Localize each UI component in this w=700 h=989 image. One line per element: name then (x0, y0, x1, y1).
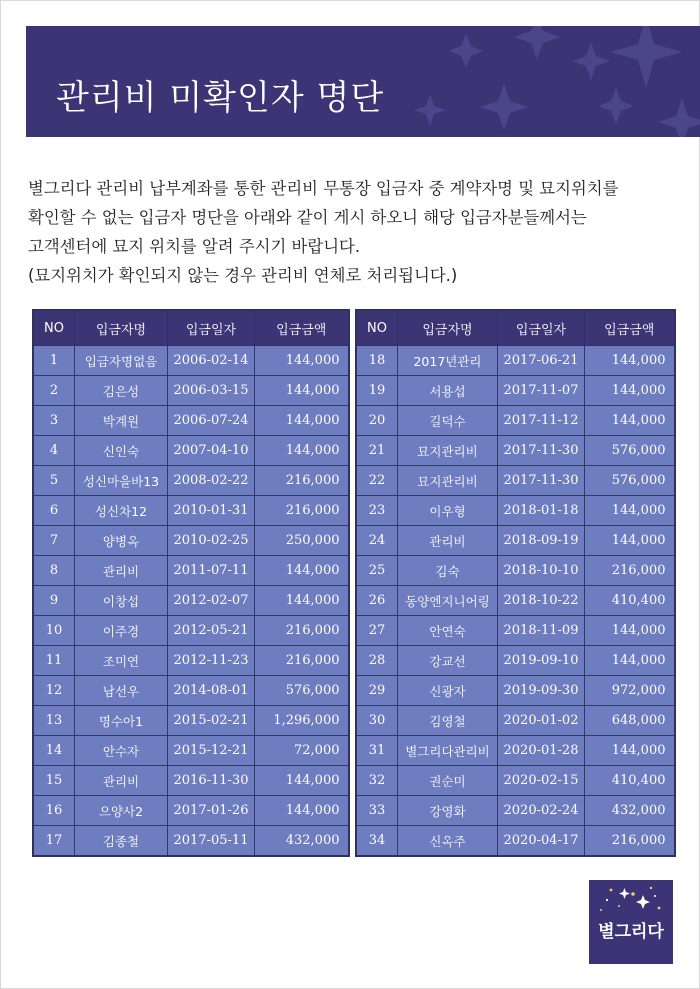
table-row (33, 496, 349, 526)
deposit-amount: 144,000 (585, 406, 675, 436)
deposit-amount: 144,000 (585, 646, 675, 676)
deposit-amount: 216,000 (255, 496, 349, 526)
deposit-date: 2018-10-10 (498, 556, 585, 586)
depositor-name: 관리비 (75, 766, 168, 796)
deposit-amount: 144,000 (255, 766, 349, 796)
table-row (356, 586, 675, 616)
table-row (33, 616, 349, 646)
table-row (356, 796, 675, 826)
deposit-amount: 144,000 (255, 346, 349, 376)
deposit-amount: 576,000 (585, 436, 675, 466)
depositor-name: 묘지관리비 (398, 436, 498, 466)
page-title: 관리비 미확인자 명단 (56, 78, 385, 118)
table-row (33, 586, 349, 616)
deposit-date: 2006-07-24 (168, 406, 255, 436)
row-number: 23 (356, 496, 398, 526)
deposit-amount: 144,000 (585, 736, 675, 766)
row-number: 15 (33, 766, 75, 796)
row-number: 31 (356, 736, 398, 766)
table-row (33, 826, 349, 857)
table-row (33, 736, 349, 766)
header-date: 입금일자 (168, 310, 255, 346)
depositor-name: 이창섭 (75, 586, 168, 616)
depositor-name: 길덕수 (398, 406, 498, 436)
row-number: 28 (356, 646, 398, 676)
row-number: 10 (33, 616, 75, 646)
depositor-name: 2017년관리 (398, 346, 498, 376)
row-number: 21 (356, 436, 398, 466)
deposit-date: 2012-02-07 (168, 586, 255, 616)
table-row (33, 436, 349, 466)
deposit-amount: 144,000 (255, 796, 349, 826)
header-no: NO (33, 310, 75, 346)
depositor-name: 김은성 (75, 376, 168, 406)
row-number: 18 (356, 346, 398, 376)
deposit-amount: 144,000 (585, 376, 675, 406)
deposit-amount: 1,296,000 (255, 706, 349, 736)
table-row (356, 826, 675, 857)
table-row (33, 466, 349, 496)
depositor-name: 남선우 (75, 676, 168, 706)
deposit-amount: 144,000 (585, 496, 675, 526)
table-row (33, 706, 349, 736)
deposit-amount: 410,400 (585, 586, 675, 616)
deposit-amount: 144,000 (585, 346, 675, 376)
header-name: 입금자명 (398, 310, 498, 346)
deposit-date: 2006-03-15 (168, 376, 255, 406)
deposit-amount: 144,000 (255, 406, 349, 436)
right-depositor-table (355, 309, 676, 857)
depositor-name: 김숙 (398, 556, 498, 586)
table-row (33, 766, 349, 796)
depositor-name: 안수자 (75, 736, 168, 766)
row-number: 24 (356, 526, 398, 556)
deposit-date: 2015-02-21 (168, 706, 255, 736)
table-row (356, 766, 675, 796)
depositor-name: 조미연 (75, 646, 168, 676)
row-number: 4 (33, 436, 75, 466)
depositor-name: 신광자 (398, 676, 498, 706)
deposit-date: 2017-11-30 (498, 466, 585, 496)
depositor-name: 강영화 (398, 796, 498, 826)
row-number: 26 (356, 586, 398, 616)
notice-line: (묘지위치가 확인되지 않는 경우 관리비 연체로 처리됩니다.) (28, 266, 458, 285)
deposit-amount: 144,000 (585, 526, 675, 556)
deposit-date: 2014-08-01 (168, 676, 255, 706)
deposit-date: 2018-09-19 (498, 526, 585, 556)
logo-wordmark: 별그리다 (598, 922, 664, 942)
row-number: 16 (33, 796, 75, 826)
deposit-date: 2018-01-18 (498, 496, 585, 526)
depositor-name: 양병옥 (75, 526, 168, 556)
deposit-amount: 144,000 (255, 586, 349, 616)
notice-text (28, 174, 678, 290)
row-number: 27 (356, 616, 398, 646)
row-number: 14 (33, 736, 75, 766)
table-header-row (33, 310, 349, 346)
notice-line: 별그리다 관리비 납부계좌를 통한 관리비 무통장 입금자 중 계약자명 및 묘지위치를 (28, 179, 619, 198)
row-number: 7 (33, 526, 75, 556)
deposit-date: 2007-04-10 (168, 436, 255, 466)
deposit-date: 2015-12-21 (168, 736, 255, 766)
depositor-name: 성신차12 (75, 496, 168, 526)
deposit-amount: 216,000 (255, 466, 349, 496)
header-amount: 입금금액 (585, 310, 675, 346)
left-depositor-table (32, 309, 350, 857)
deposit-date: 2017-06-21 (498, 346, 585, 376)
deposit-date: 2012-05-21 (168, 616, 255, 646)
deposit-date: 2017-05-11 (168, 826, 255, 857)
table-row (33, 646, 349, 676)
deposit-date: 2020-01-02 (498, 706, 585, 736)
table-row (356, 406, 675, 436)
table-row (356, 376, 675, 406)
row-number: 17 (33, 826, 75, 857)
row-number: 19 (356, 376, 398, 406)
deposit-amount: 410,400 (585, 766, 675, 796)
deposit-date: 2017-11-07 (498, 376, 585, 406)
header-date: 입금일자 (498, 310, 585, 346)
depositor-name: 이주경 (75, 616, 168, 646)
deposit-date: 2018-10-22 (498, 586, 585, 616)
table-row (33, 796, 349, 826)
table-row (33, 346, 349, 376)
row-number: 25 (356, 556, 398, 586)
row-number: 22 (356, 466, 398, 496)
deposit-amount: 216,000 (255, 646, 349, 676)
table-row (356, 346, 675, 376)
table-row (356, 676, 675, 706)
row-number: 11 (33, 646, 75, 676)
header-no: NO (356, 310, 398, 346)
depositor-name: 서용섭 (398, 376, 498, 406)
depositor-name: 성신마을바13 (75, 466, 168, 496)
deposit-date: 2017-11-30 (498, 436, 585, 466)
row-number: 20 (356, 406, 398, 436)
depositor-name: 이우형 (398, 496, 498, 526)
table-header-row (356, 310, 675, 346)
depositor-name: 으양사2 (75, 796, 168, 826)
notice-line: 확인할 수 없는 입금자 명단을 아래와 같이 게시 하오니 해당 입금자분들께서는 (28, 208, 587, 227)
depositor-name: 강교선 (398, 646, 498, 676)
deposit-date: 2010-02-25 (168, 526, 255, 556)
deposit-amount: 648,000 (585, 706, 675, 736)
deposit-amount: 432,000 (585, 796, 675, 826)
deposit-date: 2012-11-23 (168, 646, 255, 676)
row-number: 30 (356, 706, 398, 736)
row-number: 29 (356, 676, 398, 706)
row-number: 9 (33, 586, 75, 616)
row-number: 32 (356, 766, 398, 796)
deposit-date: 2008-02-22 (168, 466, 255, 496)
deposit-date: 2011-07-11 (168, 556, 255, 586)
depositor-name: 김종철 (75, 826, 168, 857)
depositor-name: 박계원 (75, 406, 168, 436)
table-row (356, 496, 675, 526)
depositor-name: 묘지관리비 (398, 466, 498, 496)
depositor-name: 권순미 (398, 766, 498, 796)
table-row (356, 556, 675, 586)
deposit-date: 2020-04-17 (498, 826, 585, 857)
deposit-date: 2006-02-14 (168, 346, 255, 376)
table-row (356, 646, 675, 676)
deposit-amount: 972,000 (585, 676, 675, 706)
notice-line: 고객센터에 묘지 위치를 알려 주시기 바랍니다. (28, 237, 361, 256)
row-number: 8 (33, 556, 75, 586)
depositor-name: 관리비 (75, 556, 168, 586)
table-row (356, 736, 675, 766)
title-banner (26, 26, 700, 137)
deposit-date: 2019-09-30 (498, 676, 585, 706)
deposit-date: 2017-11-12 (498, 406, 585, 436)
row-number: 3 (33, 406, 75, 436)
deposit-date: 2018-11-09 (498, 616, 585, 646)
depositor-name: 신인숙 (75, 436, 168, 466)
depositor-name: 관리비 (398, 526, 498, 556)
deposit-amount: 216,000 (585, 826, 675, 857)
row-number: 6 (33, 496, 75, 526)
row-number: 1 (33, 346, 75, 376)
row-number: 13 (33, 706, 75, 736)
deposit-amount: 576,000 (585, 466, 675, 496)
row-number: 5 (33, 466, 75, 496)
depositor-name: 명수아1 (75, 706, 168, 736)
deposit-amount: 576,000 (255, 676, 349, 706)
deposit-date: 2020-02-24 (498, 796, 585, 826)
deposit-amount: 144,000 (255, 556, 349, 586)
depositor-name: 신옥주 (398, 826, 498, 857)
table-row (356, 616, 675, 646)
table-row (33, 376, 349, 406)
depositor-name: 김영철 (398, 706, 498, 736)
deposit-amount: 144,000 (255, 436, 349, 466)
header-name: 입금자명 (75, 310, 168, 346)
deposit-amount: 216,000 (585, 556, 675, 586)
deposit-amount: 216,000 (255, 616, 349, 646)
deposit-amount: 144,000 (585, 616, 675, 646)
deposit-amount: 250,000 (255, 526, 349, 556)
table-row (356, 526, 675, 556)
deposit-amount: 432,000 (255, 826, 349, 857)
table-row (33, 676, 349, 706)
table-row (33, 556, 349, 586)
table-row (33, 526, 349, 556)
row-number: 2 (33, 376, 75, 406)
row-number: 34 (356, 826, 398, 857)
header-amount: 입금금액 (255, 310, 349, 346)
deposit-date: 2016-11-30 (168, 766, 255, 796)
depositor-name: 별그리다관리비 (398, 736, 498, 766)
deposit-amount: 144,000 (255, 376, 349, 406)
deposit-date: 2020-01-28 (498, 736, 585, 766)
deposit-date: 2010-01-31 (168, 496, 255, 526)
deposit-date: 2019-09-10 (498, 646, 585, 676)
row-number: 12 (33, 676, 75, 706)
deposit-date: 2020-02-15 (498, 766, 585, 796)
brand-logo (589, 880, 673, 964)
depositor-name: 안연숙 (398, 616, 498, 646)
deposit-date: 2017-01-26 (168, 796, 255, 826)
deposit-amount: 72,000 (255, 736, 349, 766)
table-row (356, 436, 675, 466)
depositor-name: 동양엔지니어링 (398, 586, 498, 616)
table-row (33, 406, 349, 436)
depositor-name: 입금자명없음 (75, 346, 168, 376)
row-number: 33 (356, 796, 398, 826)
table-row (356, 706, 675, 736)
table-row (356, 466, 675, 496)
